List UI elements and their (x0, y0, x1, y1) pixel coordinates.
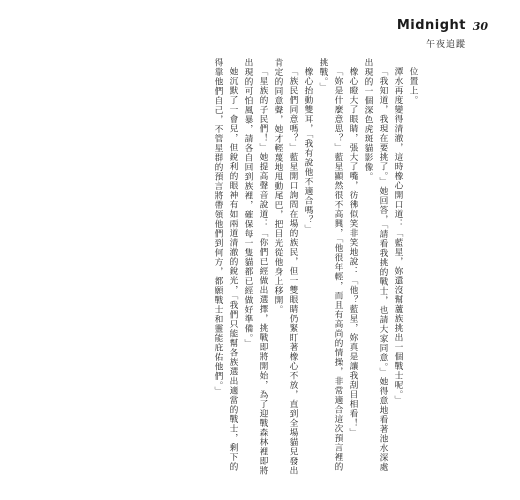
paragraph: 橡心抬動雙耳，「我有說他不適合嗎？」 (303, 66, 313, 234)
page-number: 30 (472, 20, 488, 33)
book-subtitle: 午夜追蹤 (425, 40, 466, 50)
paragraph: 「妳是什麼意思？」藍星顯然很不高興，「他很年輕，而且有高尚的情操，非常適合這次預言裡的挑戰。」 (318, 58, 343, 471)
paragraph: 潭水再度變得清澈，這時橡心開口道：「藍星，妳還沒幫蘆族挑出一個戰士呢。」 (393, 66, 403, 405)
paragraph: 「我知道，我現在要挑了。」她回答，「請看我挑的戰士，也請大家同意。」她得意地看著池水深處出現的一個深色虎斑貓影像。 (363, 58, 388, 472)
paragraph: 「族民們同意嗎？」藍星開口詢問在場的族民，但一雙眼睛仍緊盯著橡心不放，直到全場貓兒發出肯定的同意聲，她才輕蔑地甩動尾巴，把目光從他身上移開。 (273, 58, 298, 476)
paragraph: 「星族的子民們！」她提高聲音說道：「你們已經做出選擇，挑戰即將開始，為了迎戰森林裡即將出現的可怕風暴，請各自回到族裡，確保每一隻貓都已經做好準備。」 (243, 58, 268, 476)
book-title: Midnight (396, 18, 466, 33)
paragraph: 她沉默了一會兒，但銳利的眼神有如兩道清澈的銳光，「我們只能幫各族選出適當的戰士，剩下的得靠他們自己，不管星群的預言將帶領他們到何方，都願戰士和靈能庇佑他們。」 (213, 58, 238, 471)
paragraph: 橡心瞪大了眼睛，張大了嘴，彷彿似笑非笑地說：「他？藍星，妳真是讓我刮目相看！」 (348, 66, 358, 438)
text-body (160, 58, 420, 478)
paragraph: 位置上。 (408, 66, 418, 105)
page-header (338, 18, 488, 58)
